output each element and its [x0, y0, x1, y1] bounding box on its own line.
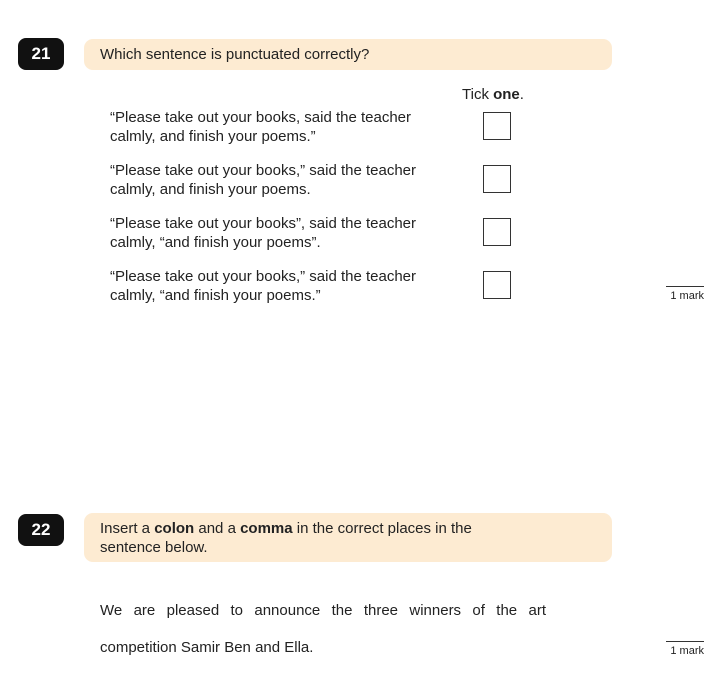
- question-21-number: 21: [18, 38, 64, 70]
- prompt-part-3: and a: [194, 520, 241, 537]
- question-22-number: 22: [18, 514, 64, 546]
- option-4-checkbox[interactable]: [483, 271, 511, 299]
- option-1-line-2: calmly, and finish your poems.”: [110, 128, 316, 145]
- mark-line-22: [666, 641, 704, 642]
- option-1-text: [110, 108, 460, 146]
- option-4-line-1: “Please take out your books,” said the teacher: [110, 268, 417, 285]
- question-22-prompt-line-2: sentence below.: [100, 539, 208, 556]
- option-4-line-2: calmly, “and finish your poems.”: [110, 287, 321, 304]
- option-3-text: [110, 214, 460, 252]
- option-2-checkbox[interactable]: [483, 165, 511, 193]
- question-22-prompt-box: [84, 513, 612, 562]
- question-22-mark: 1 mark: [670, 645, 704, 657]
- prompt-part-1: Insert a: [100, 520, 155, 537]
- option-3-line-1: “Please take out your books”, said the teacher: [110, 215, 417, 232]
- option-2-text: [110, 161, 460, 199]
- option-4-text: [110, 267, 460, 305]
- question-21-mark: 1 mark: [670, 290, 704, 302]
- tick-suffix: .: [519, 86, 524, 103]
- mark-line-21: [666, 286, 704, 287]
- tick-instruction: [462, 86, 524, 103]
- option-2-line-2: calmly, and finish your poems.: [110, 181, 311, 198]
- question-21-prompt-box: [84, 39, 612, 70]
- question-21-prompt: Which sentence is punctuated correctly?: [100, 46, 370, 63]
- tick-prefix: Tick: [462, 86, 494, 103]
- option-2-line-1: “Please take out your books,” said the teacher: [110, 162, 417, 179]
- option-3-checkbox[interactable]: [483, 218, 511, 246]
- prompt-bold-comma: comma: [240, 520, 293, 537]
- option-1-checkbox[interactable]: [483, 112, 511, 140]
- option-1-line-1: “Please take out your books, said the teacher: [110, 109, 412, 126]
- sentence-line-2[interactable]: competition Samir Ben and Ella.: [100, 639, 314, 656]
- tick-bold: one: [493, 86, 520, 103]
- option-3-line-2: calmly, “and finish your poems”.: [110, 234, 321, 251]
- prompt-part-5: in the correct places in the: [292, 520, 472, 537]
- sentence-line-1: We are pleased to announce the three winners of the art: [100, 602, 546, 619]
- prompt-bold-colon: colon: [154, 520, 195, 537]
- question-22-prompt-line-1: [100, 519, 596, 538]
